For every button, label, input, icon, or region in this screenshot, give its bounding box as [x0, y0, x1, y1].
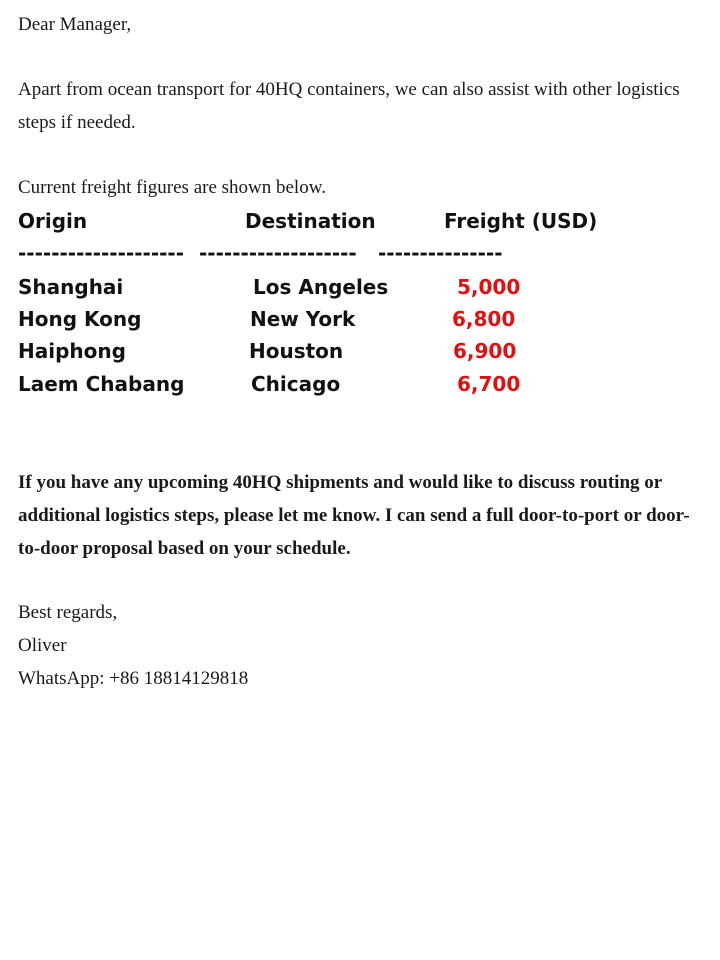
table-header-row — [0, 205, 720, 237]
cell-origin: Laem Chabang — [18, 372, 185, 396]
cell-origin: Shanghai — [18, 275, 124, 299]
cell-freight: 6,900 — [453, 339, 517, 363]
cell-freight: 5,000 — [457, 275, 521, 299]
whatsapp-contact: WhatsApp: +86 18814129818 — [18, 668, 249, 689]
cell-origin: Haiphong — [18, 339, 126, 363]
cell-freight: 6,800 — [452, 307, 516, 331]
cell-origin: Hong Kong — [18, 307, 142, 331]
sender-name: Oliver — [18, 635, 67, 656]
header-destination: Destination — [245, 209, 376, 233]
divider-freight: --------------- — [378, 241, 503, 265]
greeting: Dear Manager, — [18, 14, 132, 35]
table-divider-row — [0, 237, 720, 269]
divider-origin: -------------------- — [18, 241, 185, 265]
divider-destination: ------------------- — [199, 241, 357, 265]
regards-line: Best regards, — [18, 602, 118, 623]
table-row — [0, 335, 720, 367]
table-row — [0, 303, 720, 335]
freight-lead-text: Current freight figures are shown below. — [18, 177, 326, 198]
table-row — [0, 368, 720, 400]
header-freight: Freight (USD) — [444, 209, 598, 233]
cell-freight: 6,700 — [457, 372, 521, 396]
table-row — [0, 271, 720, 303]
intro-paragraph: Apart from ocean transport for 40HQ containers, we can also assist with other logistics steps if needed. — [18, 79, 680, 133]
cell-destination: Chicago — [251, 372, 341, 396]
signature-block — [18, 596, 248, 695]
closing-paragraph: If you have any upcoming 40HQ shipments and would like to discuss routing or additional logistics steps, please let me know. I can send a full door-to-port or door-to-door proposal based on your schedule. — [18, 472, 690, 559]
cell-destination: Houston — [249, 339, 344, 363]
header-origin: Origin — [18, 209, 88, 233]
cell-destination: Los Angeles — [253, 275, 389, 299]
cell-destination: New York — [250, 307, 356, 331]
